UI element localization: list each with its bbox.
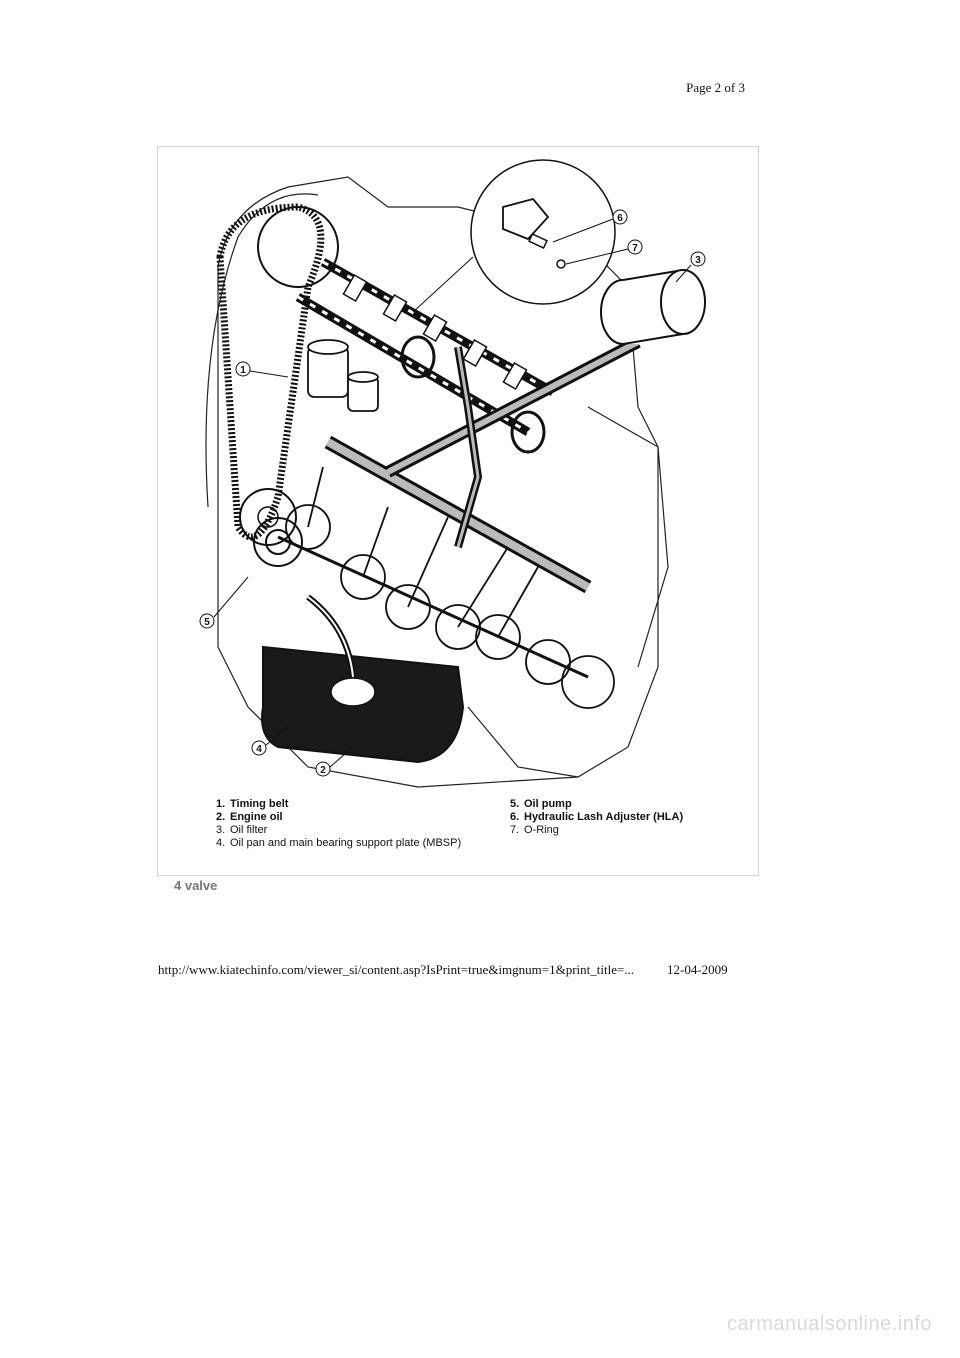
legend-text: O-Ring	[524, 824, 559, 836]
watermark: carmanualsonline.info	[726, 1313, 932, 1335]
legend-text: Oil pump	[524, 798, 572, 810]
source-url: http://www.kiatechinfo.com/viewer_si/content.asp?IsPrint=true&imgnum=1&print_title=...	[158, 962, 635, 977]
legend-text: Hydraulic Lash Adjuster (HLA)	[524, 811, 684, 823]
diagram-svg	[158, 147, 758, 875]
oil-filter	[601, 270, 705, 344]
oil-pan	[262, 597, 463, 762]
callout-label: 4	[256, 744, 262, 755]
callout-label: 6	[617, 213, 623, 224]
pistons	[308, 340, 378, 411]
engine-lubrication-diagram	[157, 146, 759, 876]
legend-num: 5.	[510, 798, 520, 810]
callout-label: 1	[240, 365, 246, 376]
callout-label: 7	[632, 243, 638, 254]
legend-num: 2.	[216, 811, 226, 823]
hla-detail-inset	[413, 160, 615, 312]
legend-num: 4.	[216, 837, 226, 849]
callout-label: 5	[204, 617, 210, 628]
callout-label: 3	[695, 255, 701, 266]
legend-text: Oil pan and main bearing support plate (MBSP)	[230, 837, 462, 849]
oil-pump	[254, 518, 302, 566]
legend-text: Timing belt	[230, 798, 289, 810]
figure-caption: 4 valve	[174, 878, 218, 893]
legend-num: 1.	[216, 798, 226, 810]
legend-num: 7.	[510, 824, 520, 836]
callout-label: 2	[320, 765, 326, 776]
print-date: 12-04-2009	[667, 962, 728, 977]
legend-num: 6.	[510, 811, 520, 823]
page-number: Page 2 of 3	[686, 80, 745, 95]
legend-num: 3.	[216, 824, 226, 836]
diagram-legend	[216, 798, 683, 849]
legend-text: Engine oil	[230, 811, 283, 823]
legend-text: Oil filter	[230, 824, 268, 836]
